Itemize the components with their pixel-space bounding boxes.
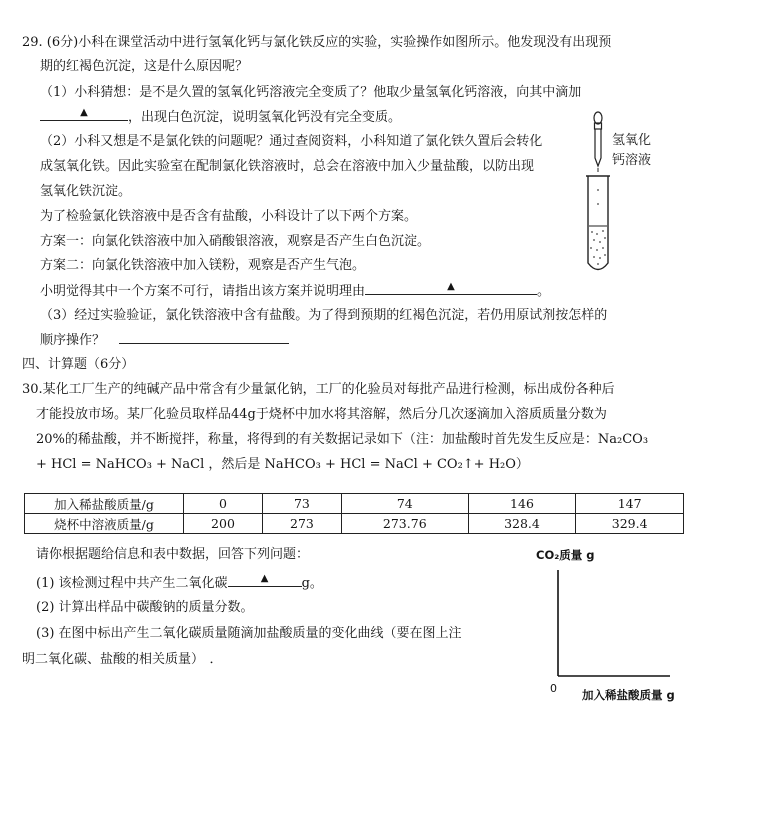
q29-part2-line4: 为了检验氯化铁溶液中是否含有盐酸，小科设计了以下两个方案。 <box>40 209 418 224</box>
test-tube-icon <box>586 176 610 270</box>
q30-sub3-line2 <box>22 651 223 669</box>
graph-x-label: 加入稀盐酸质量 g <box>582 688 675 702</box>
q30-prompt: 请你根据题给信息和表中数据，回答下列问题： <box>36 547 310 562</box>
q30-line2: 才能投放市场。某厂化验员取样品44g于烧杯中加水将其溶解，然后分几次逐滴加入溶质质量分数为 <box>36 407 607 422</box>
table-cell: 73 <box>262 494 341 514</box>
q29-part1-line2-text: ，出现白色沉淀，说明氢氧化钙没有完全变质。 <box>128 110 402 125</box>
graph-origin: 0 <box>550 682 557 695</box>
tube-label-line2: 钙溶液 <box>612 153 652 168</box>
q29-part2-line7-text: 小明觉得其中一个方案不可行，请指出该方案并说明理由 <box>40 284 366 299</box>
q30-line4: + HCl = NaHCO₃ + NaCl ，然后是 NaHCO₃ + HCl = NaCl + CO₂↑+ H₂O） <box>36 457 529 472</box>
q29-plan2: 方案二：向氯化铁溶液中加入镁粉，观察是否产生气泡。 <box>40 258 366 273</box>
q29-part2-line3: 氢氧化铁沉淀。 <box>40 184 132 199</box>
dropper-icon <box>594 112 602 172</box>
answer-blank[interactable] <box>228 574 302 587</box>
section-title: 四、计算题（6分） <box>22 357 135 372</box>
data-table <box>24 493 684 534</box>
q29-part1-line1: （1）小科猜想：是不是久置的氢氧化钙溶液完全变质了？他取少量氢氧化钙溶液，向其中滴加 <box>40 85 582 100</box>
graph-y-label: CO₂质量 g <box>536 548 595 562</box>
table-cell: 273 <box>262 514 341 534</box>
q29-intro-line1: 29. (6分)小科在课堂活动中进行氢氧化钙与氯化铁反应的实验，实验操作如图所示。他发现没有出现预 <box>22 35 612 50</box>
q29-plan1: 方案一：向氯化铁溶液中加入硝酸银溶液，观察是否产生白色沉淀。 <box>40 234 431 249</box>
q29-part3-line1: （3）经过实验验证，氯化铁溶液中含有盐酸。为了得到预期的红褐色沉淀，若仍用原试剂按怎样的 <box>40 308 608 323</box>
q30-sub1-unit: g。 <box>301 576 323 591</box>
triangle-icon: ▲ <box>447 281 455 292</box>
q30-sub3-line2-text: 明二氧化碳、盐酸的相关质量） <box>22 652 198 667</box>
q29-intro-line2: 期的红褐色沉淀，这是什么原因呢？ <box>40 59 249 74</box>
q29-part1-line2 <box>40 108 401 127</box>
triangle-icon: ▲ <box>260 573 269 584</box>
table-row-label: 加入稀盐酸质量/g <box>25 494 184 514</box>
table-cell: 328.4 <box>468 514 576 534</box>
answer-blank[interactable] <box>40 108 128 121</box>
table-cell: 273.76 <box>341 514 468 534</box>
q30-line1: 30.某化工厂生产的纯碱产品中常含有少量氯化钠，工厂的化验员对每批产品进行检测，标出成份各种后 <box>22 382 615 397</box>
triangle-icon: ▲ <box>80 107 88 118</box>
tube-label-line1: 氢氧化 <box>612 133 652 148</box>
answer-blank[interactable] <box>365 282 537 295</box>
table-cell: 74 <box>341 494 468 514</box>
table-cell: 0 <box>184 494 263 514</box>
q30-line3: 20%的稀盐酸，并不断搅拌，称量，将得到的有关数据记录如下（注：加盐酸时首先发生反应是：Na₂CO₃ <box>36 432 649 447</box>
table-cell: 200 <box>184 514 263 534</box>
q30-sub1-text: (1) 该检测过程中共产生二氧化碳 <box>36 576 228 591</box>
q30-sub3-end: ． <box>209 652 223 667</box>
table-cell: 329.4 <box>576 514 684 534</box>
table-row <box>25 494 684 514</box>
q29-part2-line7 <box>40 282 550 301</box>
q29-part3-line2 <box>40 331 289 350</box>
q29-part2-line1: （2）小科又想是不是氯化铁的问题呢？通过查阅资料，小科知道了氯化铁久置后会转化 <box>40 134 543 149</box>
table-row-label: 烧杯中溶液质量/g <box>25 514 184 534</box>
co2-graph-axes <box>548 562 678 690</box>
q29-part3-line2-text: 顺序操作？ <box>40 333 106 348</box>
q29-part2-line7-end: 。 <box>537 284 551 299</box>
q30-sub3-line1: (3) 在图中标出产生二氧化碳质量随滴加盐酸质量的变化曲线（要在图上注 <box>36 626 462 641</box>
q30-sub2: (2) 计算出样品中碳酸钠的质量分数。 <box>36 600 254 615</box>
table-cell: 146 <box>468 494 576 514</box>
q30-sub1 <box>36 574 323 593</box>
table-cell: 147 <box>576 494 684 514</box>
q29-part2-line2: 成氢氧化铁。因此实验室在配制氯化铁溶液时，总会在溶液中加入少量盐酸，以防出现 <box>40 159 535 174</box>
answer-blank[interactable] <box>119 331 289 344</box>
table-row <box>25 514 684 534</box>
